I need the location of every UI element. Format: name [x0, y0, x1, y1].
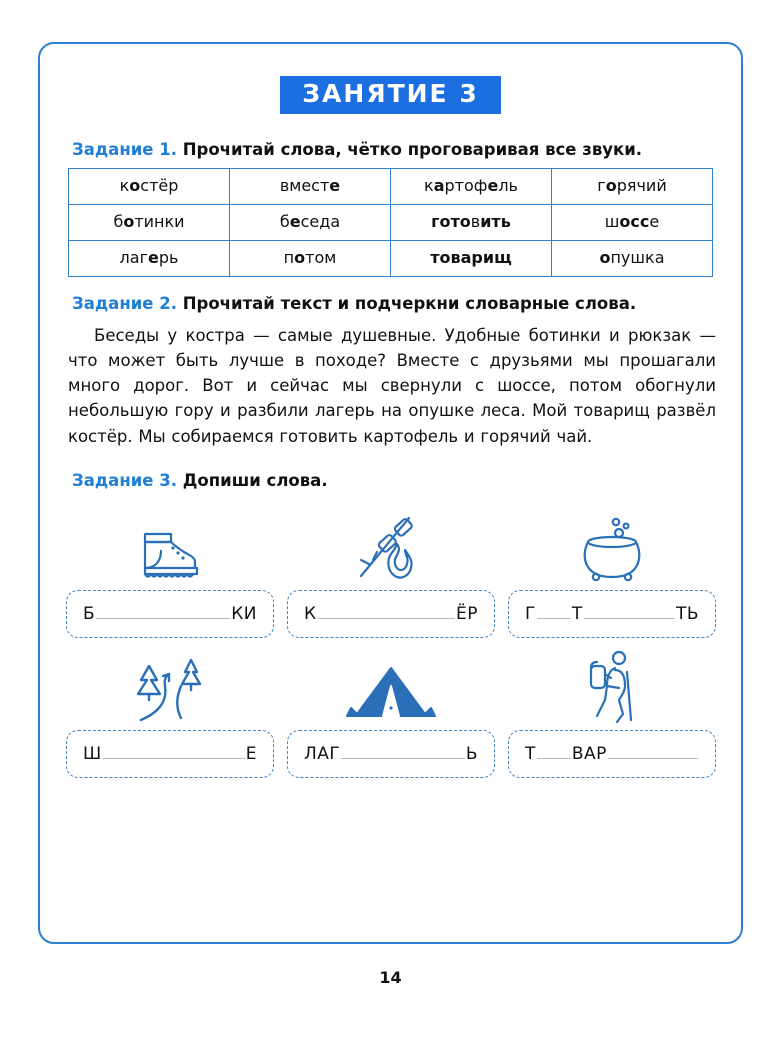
picture-word-cell	[287, 504, 495, 638]
word-slots	[525, 604, 699, 624]
task-1-heading	[66, 140, 715, 159]
answer-input-box[interactable]	[508, 590, 716, 638]
write-in-blank[interactable]	[537, 606, 571, 619]
write-in-blank[interactable]	[341, 746, 465, 759]
given-letters: Ш	[83, 743, 102, 764]
given-letters: Б	[83, 603, 96, 624]
picture-word-cell	[66, 644, 274, 778]
task-3-heading	[66, 471, 715, 490]
hiker-backpack-icon	[508, 644, 716, 730]
given-letters: Е	[245, 743, 257, 764]
given-letters: Т	[571, 603, 583, 624]
word-table-row	[69, 241, 713, 277]
word-slots	[83, 744, 257, 764]
write-in-blank[interactable]	[584, 606, 675, 619]
answer-input-box[interactable]	[287, 730, 495, 778]
word-cell: потом	[230, 241, 391, 277]
picture-word-row-1	[66, 504, 716, 638]
write-in-blank[interactable]	[318, 606, 455, 619]
picture-word-cell	[66, 504, 274, 638]
task-2-label: Задание 2.	[72, 294, 177, 314]
lesson-title-banner: ЗАНЯТИЕ 3	[280, 76, 500, 114]
word-slots	[525, 744, 699, 764]
word-cell: картофель	[391, 169, 552, 205]
word-cell: горячий	[552, 169, 713, 205]
task-3-label: Задание 3.	[72, 470, 177, 490]
page-content	[38, 42, 743, 944]
answer-input-box[interactable]	[508, 730, 716, 778]
word-cell: беседа	[230, 205, 391, 241]
given-letters: ТЬ	[675, 603, 699, 624]
word-table-row	[69, 169, 713, 205]
given-letters: Г	[525, 603, 536, 624]
marshmallow-campfire-icon	[287, 504, 495, 590]
word-cell: готовить	[391, 205, 552, 241]
word-cell: ботинки	[69, 205, 230, 241]
task-1-text: Прочитай слова, чётко проговаривая все звуки.	[182, 140, 643, 160]
picture-word-cell	[508, 504, 716, 638]
write-in-blank[interactable]	[537, 746, 571, 759]
given-letters: К	[304, 603, 317, 624]
task-3-text: Допиши слова.	[182, 470, 328, 490]
tent-icon	[287, 644, 495, 730]
answer-input-box[interactable]	[287, 590, 495, 638]
given-letters: ЁР	[456, 603, 478, 624]
word-cell: лагерь	[69, 241, 230, 277]
picture-word-cell	[287, 644, 495, 778]
picture-word-grid	[66, 504, 716, 778]
word-table-row	[69, 205, 713, 241]
boot-icon	[66, 504, 274, 590]
word-table-body	[69, 169, 713, 277]
word-slots	[83, 604, 257, 624]
picture-word-row-2	[66, 644, 716, 778]
answer-input-box[interactable]	[66, 590, 274, 638]
word-cell: костёр	[69, 169, 230, 205]
task-1-label: Задание 1.	[72, 140, 177, 160]
given-letters: Т	[525, 743, 536, 764]
word-slots	[304, 744, 478, 764]
word-slots	[304, 604, 478, 624]
reading-passage: Беседы у костра — самые душевные. Удобные ботинки и рюкзак — что может быть лучше в походе? Вместе с друзьями мы прошагали много дорог. Вот и сейчас мы свернули с шоссе, потом обогнули небольшую гору и разбили лагерь на опушке леса. Мой товарищ развёл костёр. Мы собираемся готовить картофель и горячий чай.	[68, 326, 716, 446]
page-number: 14	[379, 968, 402, 987]
word-table	[68, 168, 713, 277]
task-2-text: Прочитай текст и подчеркни словарные слова.	[182, 294, 637, 314]
word-cell: вместе	[230, 169, 391, 205]
given-letters: ЛАГ	[304, 743, 341, 764]
forest-road-icon	[66, 644, 274, 730]
cauldron-pot-icon	[508, 504, 716, 590]
given-letters: Ь	[465, 743, 478, 764]
word-cell: опушка	[552, 241, 713, 277]
picture-word-cell	[508, 644, 716, 778]
word-cell: шоссе	[552, 205, 713, 241]
answer-input-box[interactable]	[66, 730, 274, 778]
given-letters: КИ	[231, 603, 257, 624]
lesson-title-wrap	[66, 76, 715, 114]
given-letters: ВАР	[571, 743, 607, 764]
write-in-blank[interactable]	[96, 606, 230, 619]
task-2-heading	[66, 294, 715, 313]
write-in-blank[interactable]	[608, 746, 698, 759]
word-cell: товарищ	[391, 241, 552, 277]
write-in-blank[interactable]	[103, 746, 245, 759]
